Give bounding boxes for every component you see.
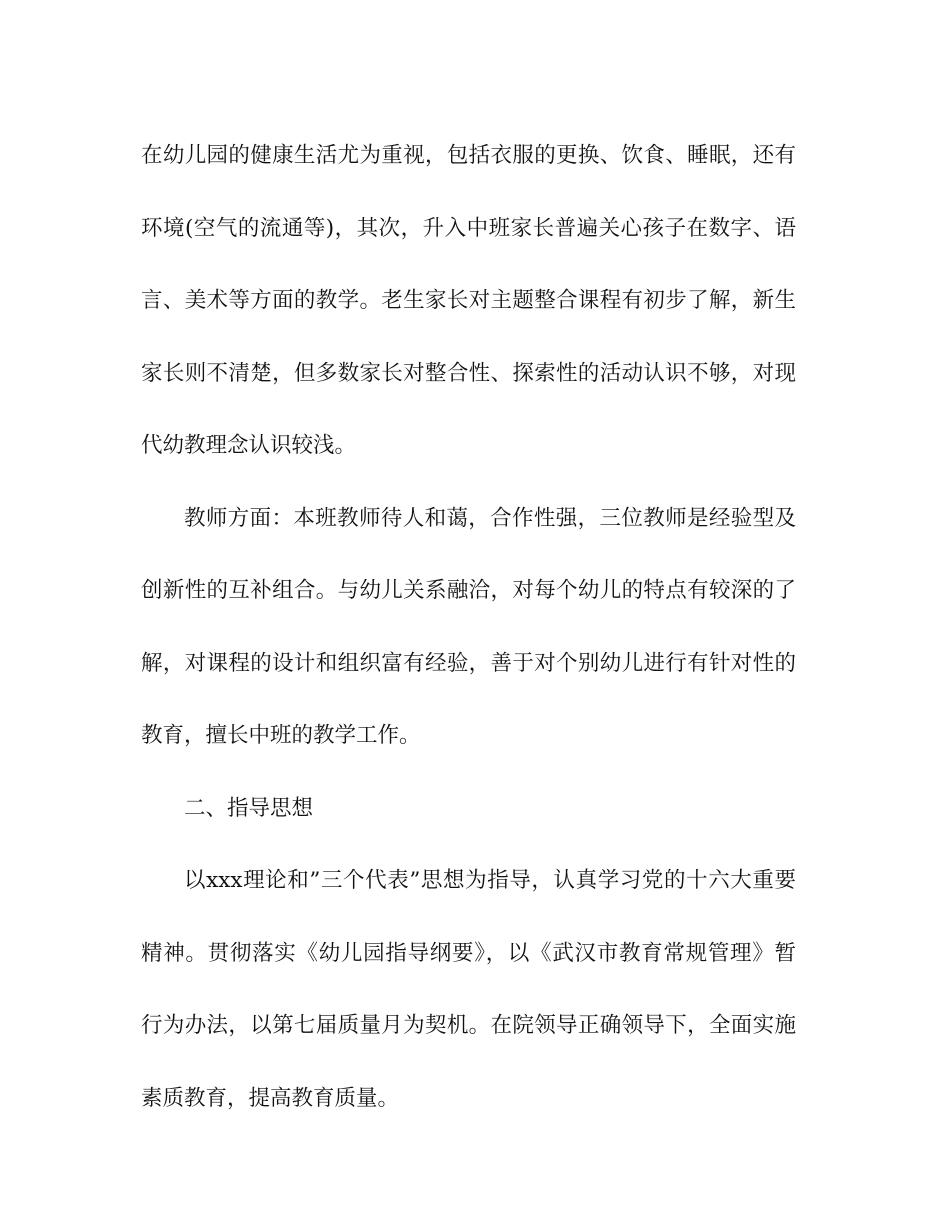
section-heading-guiding-ideology: 二、指导思想: [184, 795, 314, 821]
document-body: [141, 120, 796, 1135]
paragraph-teachers: 教师方面：本班教师待人和蔼，合作性强，三位教师是经验型及创新性的互补组合。与幼儿关系融洽，对每个幼儿的特点有较深的了解，对课程的设计和组织富有经验，善于对个别幼儿进行有针对性的教育，擅长中班的教学工作。: [141, 505, 796, 748]
paragraph-parents: 在幼儿园的健康生活尤为重视，包括衣服的更换、饮食、睡眠，还有环境(空气的流通等)，其次，升入中班家长普遍关心孩子在数字、语言、美术等方面的教学。老生家长对主题整合课程有初步了解，新生家长则不清楚，但多数家长对整合性、探索性的活动认识不够，对现代幼教理念认识较浅。: [141, 143, 796, 458]
paragraph-guiding-ideology: 以xxx理论和”三个代表”思想为指导，认真学习党的十六大重要精神。贯彻落实《幼儿园指导纲要》，以《武汉市教育常规管理》暂行为办法，以第七届质量月为契机。在院领导正确领导下，全面实施素质教育，提高教育质量。: [141, 868, 796, 1111]
